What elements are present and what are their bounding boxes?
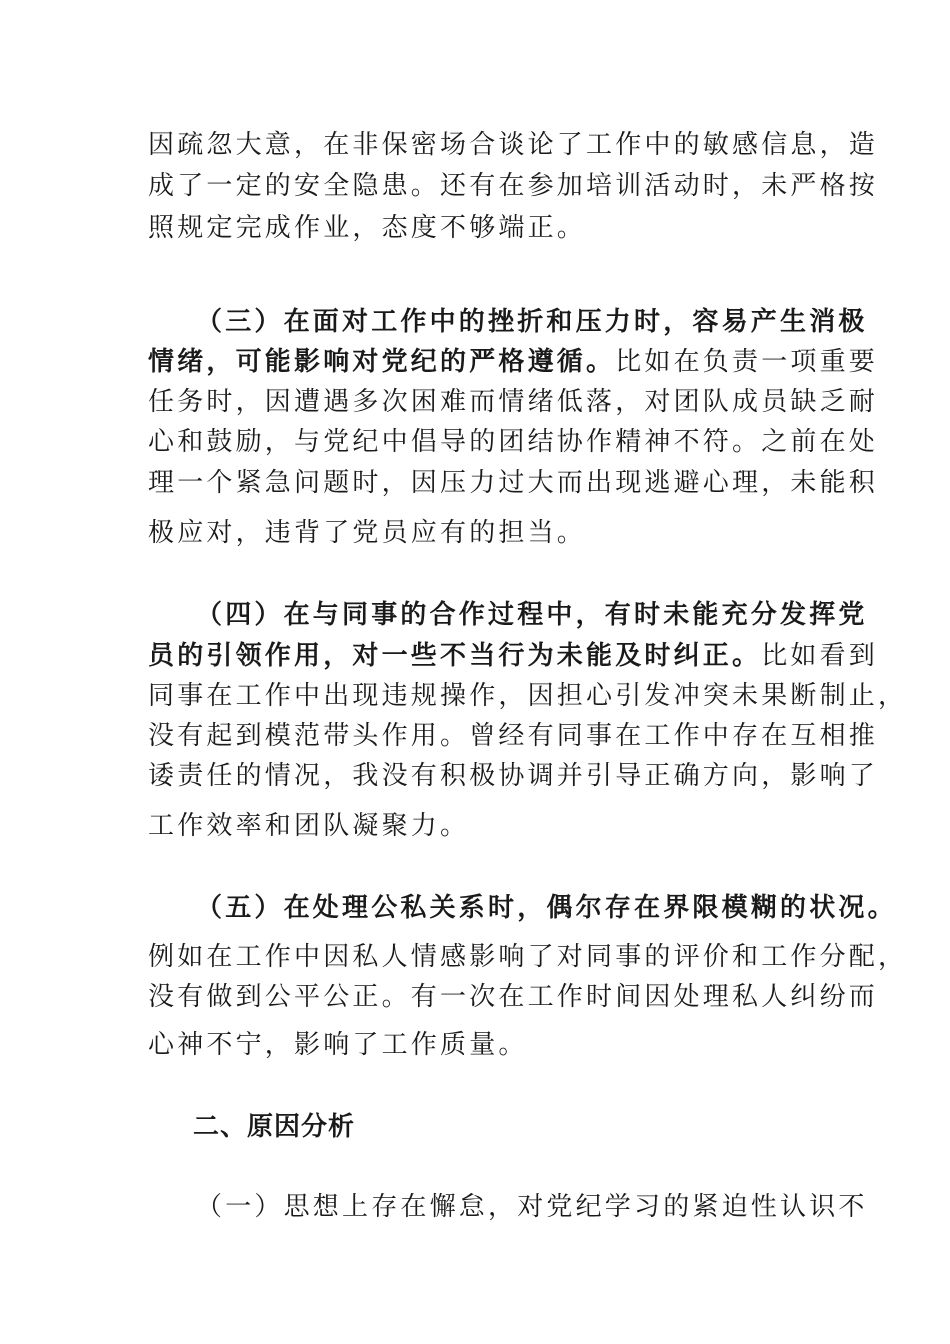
item-3-heading-line2	[148, 345, 878, 379]
paragraph-line: 没有做到公平公正。有一次在工作时间因处理私人纠纷而	[148, 982, 879, 1012]
paragraph-line: 心和鼓励，与党纪中倡导的团结协作精神不符。之前在处	[148, 427, 879, 457]
item-4-heading-bold: 员的引领作用，对一些不当行为未能及时纠正。	[148, 641, 762, 671]
paragraph-line: 没有起到模范带头作用。曾经有同事在工作中存在互相推	[148, 721, 879, 751]
item-4-heading: （四）在与同事的合作过程中，有时未能充分发挥党	[196, 600, 868, 630]
item-5-heading: （五）在处理公私关系时，偶尔存在界限模糊的状况。	[196, 893, 897, 923]
paragraph-line: 因疏忽大意，在非保密场合谈论了工作中的敏感信息，造	[148, 130, 879, 160]
paragraph-line: 工作效率和团队凝聚力。	[148, 811, 470, 841]
paragraph-line: 诿责任的情况，我没有积极协调并引导正确方向，影响了	[148, 761, 879, 791]
item-4-text: 比如看到	[761, 641, 879, 671]
paragraph-line: 照规定完成作业，态度不够端正。	[148, 213, 587, 243]
paragraph-line: 例如在工作中因私人情感影响了对同事的评价和工作分配，	[148, 942, 908, 972]
paragraph-line: 理一个紧急问题时，因压力过大而出现逃避心理，未能积	[148, 468, 879, 498]
section-heading: 二、原因分析	[193, 1112, 356, 1142]
paragraph-line: 极应对，违背了党员应有的担当。	[148, 518, 587, 548]
paragraph-line: 同事在工作中出现违规操作，因担心引发冲突未果断制止，	[148, 681, 908, 711]
item-3-text: 比如在负责一项重要	[615, 347, 879, 377]
paragraph-line: 成了一定的安全隐患。还有在参加培训活动时，未严格按	[148, 171, 879, 201]
paragraph-line: 心神不宁，影响了工作质量。	[148, 1030, 528, 1060]
item-3-heading: （三）在面对工作中的挫折和压力时，容易产生消极	[196, 307, 868, 337]
paragraph-line: 任务时，因遭遇多次困难而情绪低落，对团队成员缺乏耐	[148, 387, 879, 417]
subsection-line: （一）思想上存在懈怠，对党纪学习的紧迫性认识不	[196, 1192, 868, 1222]
item-4-heading-line2	[148, 639, 878, 673]
item-3-heading-bold: 情绪，可能影响对党纪的严格遵循。	[148, 347, 616, 377]
